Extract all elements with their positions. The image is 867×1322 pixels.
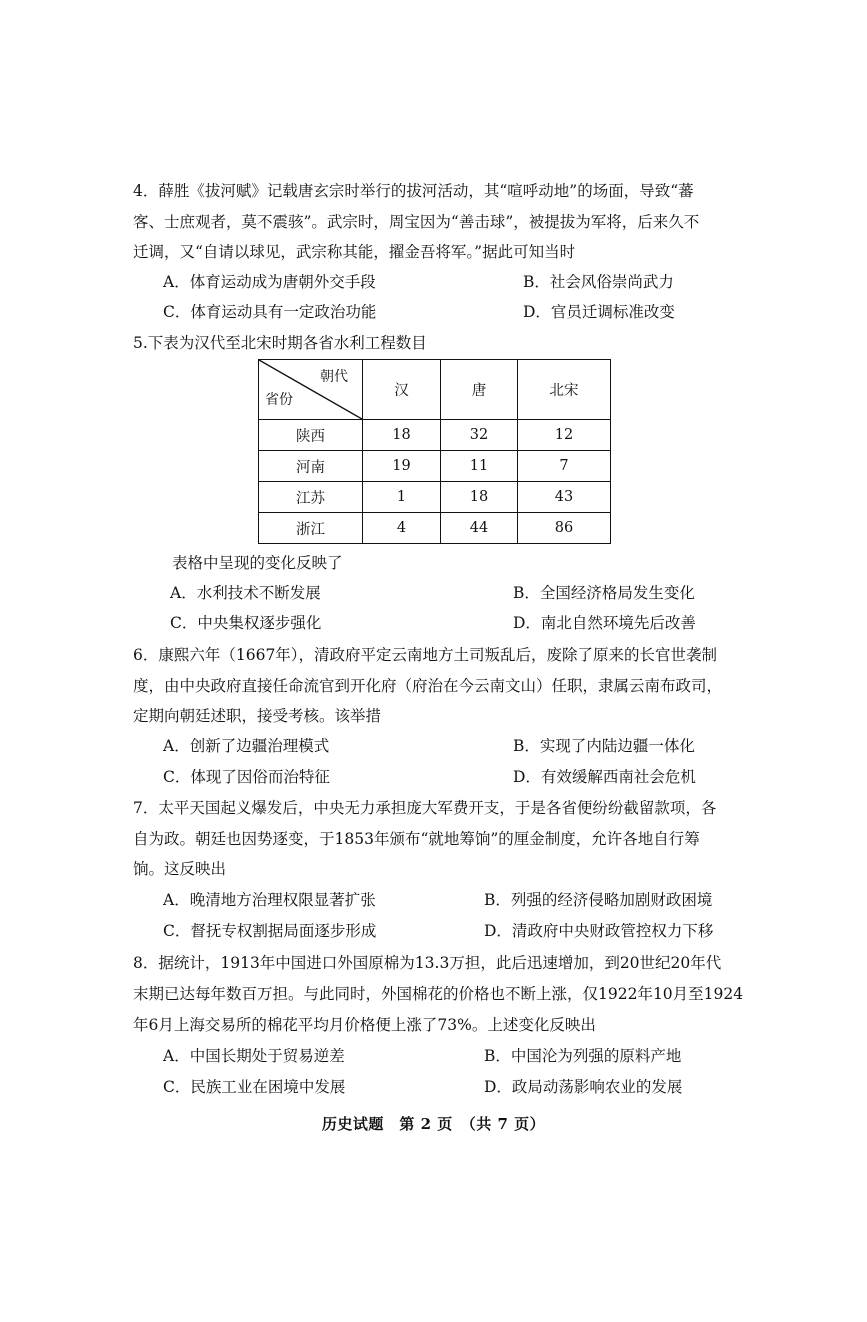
q5-option-d: D．南北自然环境先后改善 bbox=[513, 614, 696, 632]
table-corner-cell bbox=[259, 360, 363, 420]
irrigation-table bbox=[258, 359, 611, 544]
q4-option-d: D．官员迁调标准改变 bbox=[523, 303, 675, 321]
table-cell: 18 bbox=[363, 420, 441, 451]
q4-stem-line-1: 4．薛胜《拔河赋》记载唐玄宗时举行的拔河活动，其“喧呼动地”的场面，导致“蕃 bbox=[133, 182, 694, 200]
table-cell: 19 bbox=[363, 451, 441, 482]
row-label: 江苏 bbox=[259, 482, 363, 513]
table-cell: 44 bbox=[441, 513, 518, 544]
q7-option-a: A．晚清地方治理权限显著扩张 bbox=[163, 891, 376, 909]
col-header-tang: 唐 bbox=[441, 360, 518, 420]
q6-option-a: A．创新了边疆治理模式 bbox=[163, 737, 330, 755]
q7-stem-line-1: 7．太平天国起义爆发后，中央无力承担庞大军费开支，于是各省便纷纷截留款项，各 bbox=[133, 799, 717, 817]
q7-stem-line-3: 饷。这反映出 bbox=[133, 860, 227, 878]
q4-stem-line-2: 客、士庶观者，莫不震骇”。武宗时，周宝因为“善击球”，被提拔为军将，后来久不 bbox=[133, 213, 700, 231]
q5-stem: 5.下表为汉代至北宋时期各省水利工程数目 bbox=[133, 334, 427, 352]
q4-option-b: B．社会风俗崇尚武力 bbox=[523, 273, 674, 291]
col-header-han: 汉 bbox=[363, 360, 441, 420]
table-row bbox=[259, 451, 611, 482]
q7-option-d: D．清政府中央财政管控权力下移 bbox=[484, 922, 714, 940]
table-cell: 4 bbox=[363, 513, 441, 544]
table-cell: 7 bbox=[518, 451, 611, 482]
table-cell: 1 bbox=[363, 482, 441, 513]
table-row bbox=[259, 420, 611, 451]
table-row bbox=[259, 513, 611, 544]
table-cell: 12 bbox=[518, 420, 611, 451]
q7-option-c: C．督抚专权割据局面逐步形成 bbox=[163, 922, 377, 940]
row-label: 陕西 bbox=[259, 420, 363, 451]
q8-option-d: D．政局动荡影响农业的发展 bbox=[484, 1078, 683, 1096]
q6-option-c: C．体现了因俗而治特征 bbox=[163, 768, 330, 786]
corner-label-dynasty: 朝代 bbox=[320, 369, 348, 385]
q8-option-b: B．中国沦为列强的原料产地 bbox=[484, 1047, 682, 1065]
q4-stem-line-3: 迁调，又“自请以球见，武宗称其能，擢金吾将军。”据此可知当时 bbox=[133, 243, 576, 261]
q8-option-a: A．中国长期处于贸易逆差 bbox=[163, 1047, 345, 1065]
q6-option-d: D．有效缓解西南社会危机 bbox=[513, 768, 696, 786]
corner-label-province: 省份 bbox=[265, 392, 293, 408]
row-label: 河南 bbox=[259, 451, 363, 482]
q6-stem-line-3: 定期向朝廷述职，接受考核。该举措 bbox=[133, 707, 382, 725]
q7-stem-line-2: 自为政。朝廷也因势逐变，于1853年颁布“就地筹饷”的厘金制度，允许各地自行筹 bbox=[133, 830, 700, 848]
col-header-northern-song: 北宋 bbox=[518, 360, 611, 420]
table-row bbox=[259, 482, 611, 513]
q6-stem-line-2: 度，由中央政府直接任命流官到开化府（府治在今云南文山）任职，隶属云南布政司， bbox=[133, 677, 723, 695]
q4-option-a: A．体育运动成为唐朝外交手段 bbox=[163, 273, 376, 291]
q5-option-a: A．水利技术不断发展 bbox=[170, 584, 321, 602]
q5-prompt: 表格中呈现的变化反映了 bbox=[172, 554, 343, 572]
table-cell: 86 bbox=[518, 513, 611, 544]
q4-option-c: C．体育运动具有一定政治功能 bbox=[163, 303, 377, 321]
q7-option-b: B．列强的经济侵略加剧财政困境 bbox=[484, 891, 713, 909]
q5-option-b: B．全国经济格局发生变化 bbox=[513, 584, 695, 602]
table-cell: 32 bbox=[441, 420, 518, 451]
row-label: 浙江 bbox=[259, 513, 363, 544]
q6-stem-line-1: 6．康熙六年（1667年），清政府平定云南地方土司叛乱后，废除了原来的长官世袭制 bbox=[133, 646, 718, 664]
table-cell: 43 bbox=[518, 482, 611, 513]
table-cell: 11 bbox=[441, 451, 518, 482]
q8-stem-line-3: 年6月上海交易所的棉花平均月价格便上涨了73%。上述变化反映出 bbox=[133, 1016, 596, 1034]
q8-option-c: C．民族工业在困境中发展 bbox=[163, 1078, 346, 1096]
q8-stem-line-2: 末期已达每年数百万担。与此同时，外国棉花的价格也不断上涨，仅1922年10月至1924 bbox=[133, 985, 744, 1003]
page-footer: 历史试题 第 2 页 （共 7 页） bbox=[321, 1115, 546, 1133]
q5-option-c: C．中央集权逐步强化 bbox=[170, 614, 322, 632]
table-cell: 18 bbox=[441, 482, 518, 513]
q6-option-b: B．实现了内陆边疆一体化 bbox=[513, 737, 695, 755]
q8-stem-line-1: 8．据统计，1913年中国进口外国原棉为13.3万担，此后迅速增加，到20世纪20年代 bbox=[133, 954, 722, 972]
